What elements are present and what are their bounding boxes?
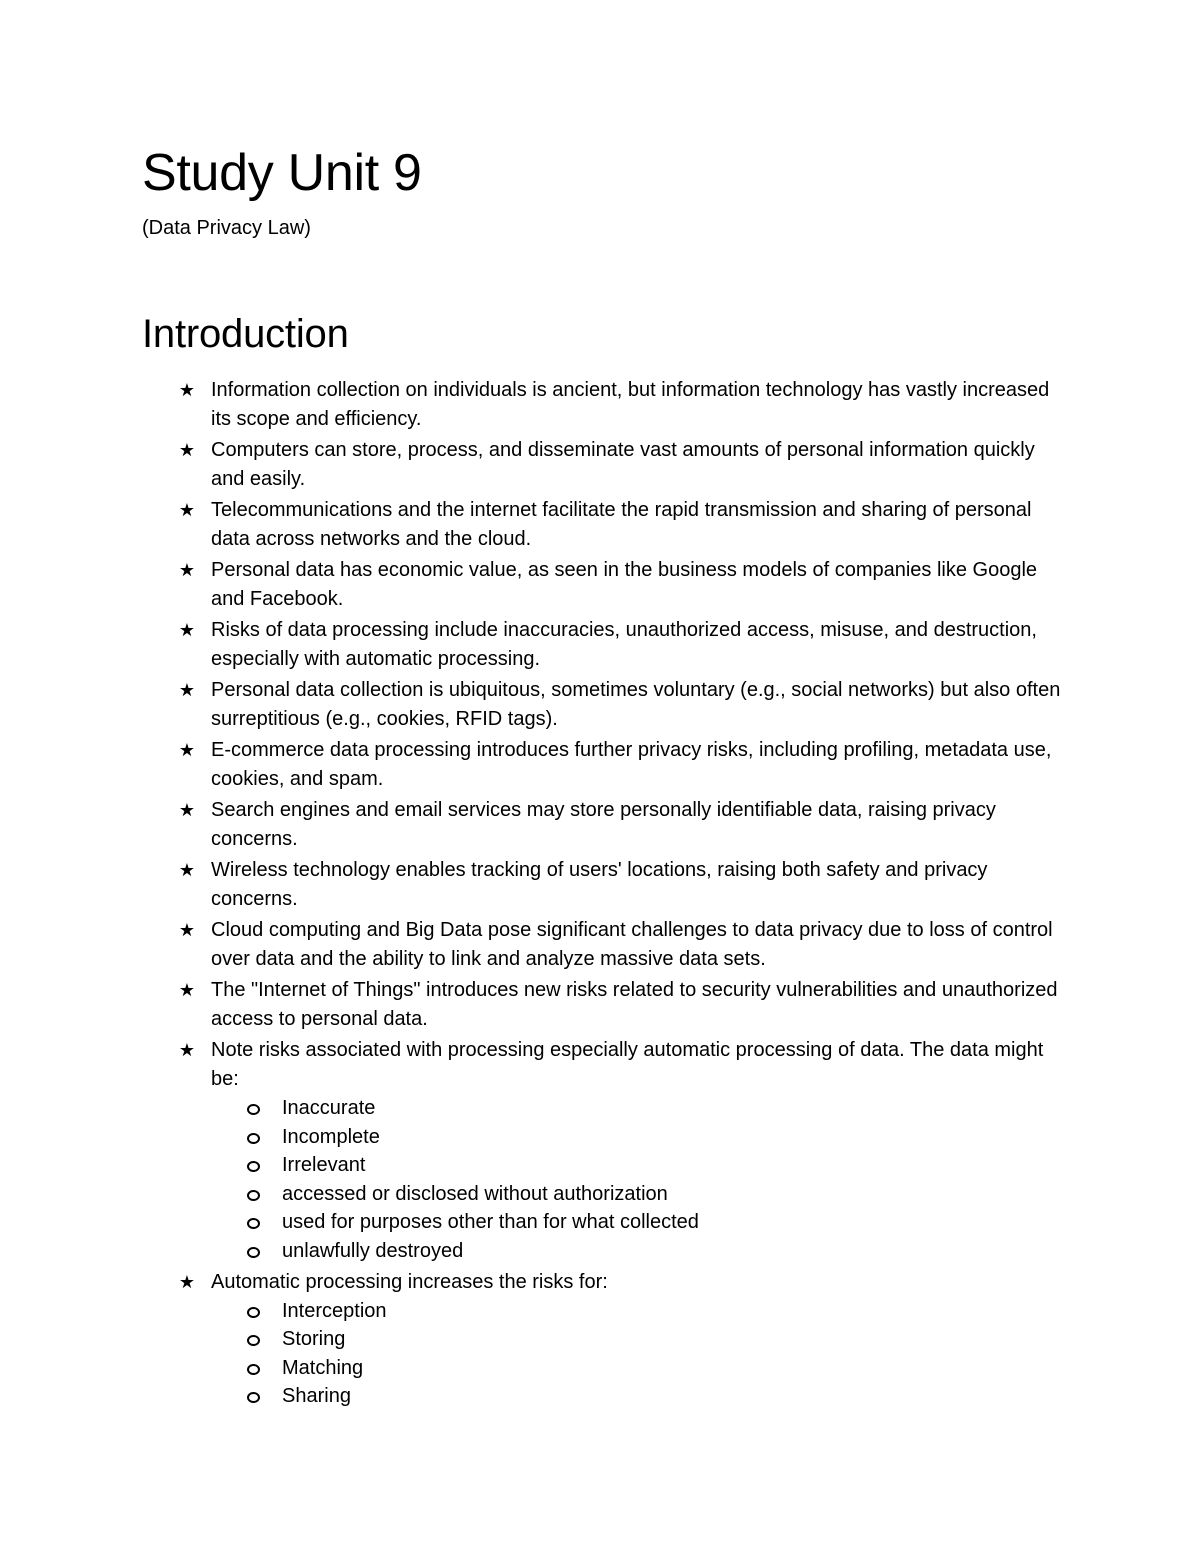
bullet-text: Personal data collection is ubiquitous, sometimes voluntary (e.g., social networks) but also often surreptitious (e.g., cookies, RFID tags). [211, 679, 1061, 730]
document-title: Study Unit 9 [142, 144, 422, 202]
star-bullet-icon: ★ [178, 560, 196, 580]
bullet-text: The "Internet of Things" introduces new risks related to security vulnerabilities and unauthorized access to personal data. [211, 979, 1058, 1030]
hollow-circle-bullet-icon [247, 1190, 260, 1201]
sub-bullet-item [211, 1180, 1072, 1209]
bullet-text: Computers can store, process, and disseminate vast amounts of personal information quickly and easily. [211, 439, 1035, 490]
sub-bullet-item [211, 1325, 1072, 1354]
hollow-circle-bullet-icon [247, 1392, 260, 1403]
bullet-item [142, 736, 1072, 794]
hollow-circle-bullet-icon [247, 1161, 260, 1172]
hollow-circle-bullet-icon [247, 1104, 260, 1115]
sub-bullet-item [211, 1208, 1072, 1237]
sub-bullet-item [211, 1237, 1072, 1266]
star-bullet-icon: ★ [178, 440, 196, 460]
bullet-item [142, 376, 1072, 434]
section-heading-introduction: Introduction [142, 312, 349, 356]
sub-bullet-item [211, 1123, 1072, 1152]
star-bullet-icon: ★ [178, 620, 196, 640]
bullet-item [142, 616, 1072, 674]
bullet-item [142, 1036, 1072, 1266]
bullet-item [142, 916, 1072, 974]
sub-bullet-text: used for purposes other than for what collected [282, 1211, 699, 1234]
bullet-item [142, 676, 1072, 734]
sub-bullet-item [211, 1297, 1072, 1326]
sub-bullet-text: Irrelevant [282, 1154, 366, 1177]
star-bullet-icon: ★ [178, 1271, 196, 1292]
bullet-item [142, 856, 1072, 914]
bullet-text: Information collection on individuals is ancient, but information technology has vastly increased its scope and efficiency. [211, 379, 1050, 430]
sub-bullet-text: unlawfully destroyed [282, 1239, 464, 1262]
bullet-text: E-commerce data processing introduces further privacy risks, including profiling, metadata use, cookies, and spam. [211, 739, 1052, 790]
sub-bullet-text: Inaccurate [282, 1097, 376, 1119]
bullet-item [142, 436, 1072, 494]
bullet-text: Personal data has economic value, as seen in the business models of companies like Google and Facebook. [211, 559, 1038, 610]
bullet-text: Cloud computing and Big Data pose significant challenges to data privacy due to loss of control over data and the ability to link and analyze massive data sets. [211, 919, 1053, 970]
bullet-text: Search engines and email services may store personally identifiable data, raising privacy concerns. [211, 799, 996, 850]
star-bullet-icon: ★ [178, 920, 196, 940]
hollow-circle-bullet-icon [247, 1218, 260, 1229]
sub-bullet-text: Storing [282, 1328, 346, 1351]
hollow-circle-bullet-icon [247, 1364, 260, 1375]
sub-bullet-text: accessed or disclosed without authorization [282, 1182, 668, 1205]
hollow-circle-bullet-icon [247, 1247, 260, 1258]
bullet-text: Note risks associated with processing especially automatic processing of data. The data might be: [211, 1039, 1044, 1090]
sub-bullet-item [211, 1094, 1072, 1123]
hollow-circle-bullet-icon [247, 1335, 260, 1346]
sub-bullet-text: Interception [282, 1299, 387, 1322]
star-bullet-icon: ★ [178, 860, 196, 880]
bullet-item [142, 556, 1072, 614]
bullet-item [142, 976, 1072, 1034]
bullet-text: Telecommunications and the internet facilitate the rapid transmission and sharing of personal data across networks and the cloud. [211, 499, 1032, 550]
star-bullet-icon: ★ [178, 740, 196, 760]
star-bullet-icon: ★ [178, 380, 196, 400]
bullet-item [142, 796, 1072, 854]
sub-bullet-item [211, 1382, 1072, 1411]
sub-bullet-text: Incomplete [282, 1125, 380, 1148]
introduction-bullet-list [142, 376, 1072, 1413]
star-bullet-icon: ★ [178, 800, 196, 820]
sub-bullet-item [211, 1354, 1072, 1383]
bullet-item [142, 496, 1072, 554]
document-subtitle: (Data Privacy Law) [142, 217, 311, 239]
star-bullet-icon: ★ [178, 680, 196, 700]
sub-bullet-item [211, 1151, 1072, 1180]
bullet-text: Automatic processing increases the risks for: [211, 1270, 608, 1293]
bullet-text: Wireless technology enables tracking of users' locations, raising both safety and privacy concerns. [211, 859, 988, 910]
star-bullet-icon: ★ [178, 500, 196, 520]
sub-bullet-list [211, 1297, 1072, 1411]
star-bullet-icon: ★ [178, 1040, 196, 1060]
star-bullet-icon: ★ [178, 980, 196, 1000]
bullet-text: Risks of data processing include inaccuracies, unauthorized access, misuse, and destruction, especially with automatic processing. [211, 619, 1037, 670]
hollow-circle-bullet-icon [247, 1133, 260, 1144]
sub-bullet-text: Sharing [282, 1385, 351, 1408]
bullet-item [142, 1268, 1072, 1411]
sub-bullet-list [211, 1094, 1072, 1266]
sub-bullet-text: Matching [282, 1356, 364, 1379]
hollow-circle-bullet-icon [247, 1307, 260, 1318]
